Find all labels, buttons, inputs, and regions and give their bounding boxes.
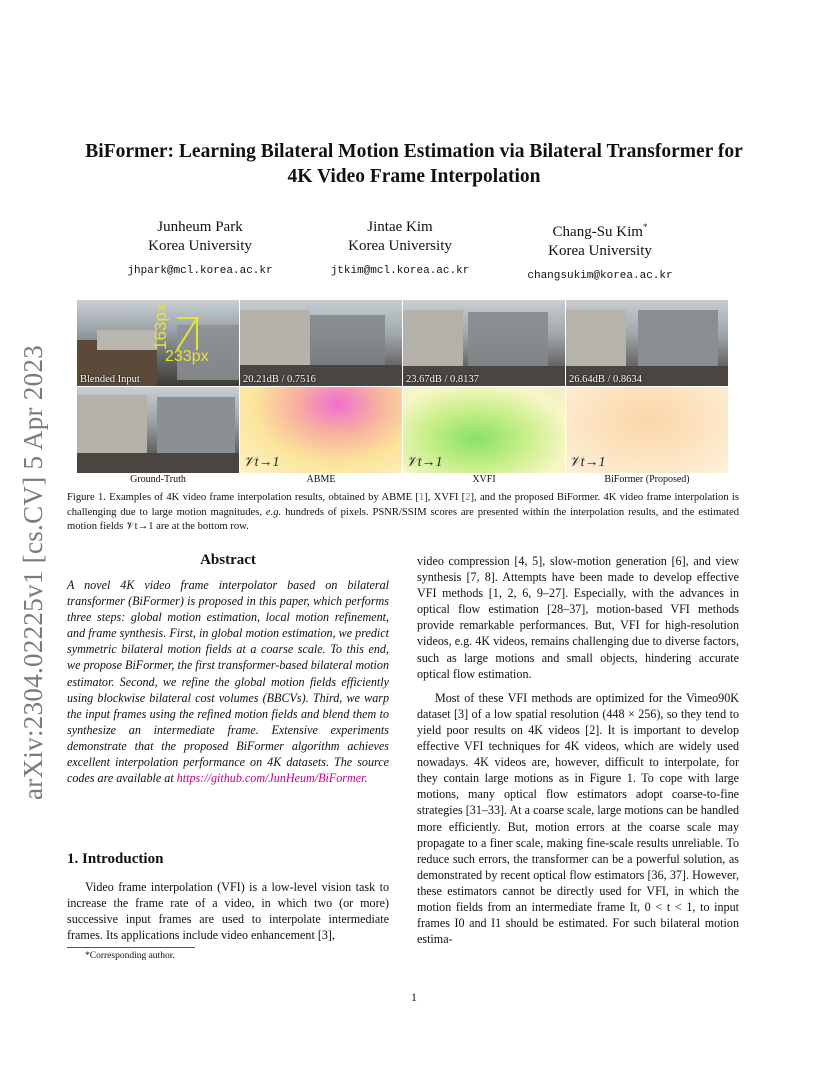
author-2 — [320, 218, 480, 281]
author-name: Junheum Park — [157, 219, 243, 235]
figure-caption: Figure 1. Examples of 4K video frame interpolation results, obtained by ABME [1], XVFI [2], and the proposed BiFormer. 4K video frame interpolation is challenging due to large motion magnitudes, e.g. hundreds of pixels. PSNR/SSIM scores are presented within the interpolation results, and the estimated motion fields 𝒱t→1 are at the bottom row. — [67, 492, 739, 533]
author-email[interactable]: changsukim@korea.ac.kr — [527, 270, 673, 282]
xvfi-result-image — [403, 300, 565, 386]
flow-symbol: 𝒱t→1 — [406, 455, 443, 470]
flow-symbol: 𝒱t→1 — [243, 455, 280, 470]
xvfi-flow-image — [403, 387, 565, 473]
panel-label: 23.67dB / 0.8137 — [406, 374, 479, 385]
abstract-body: A novel 4K video frame interpolator based on bilateral transformer (BiFormer) is proposed in this paper, which performs three steps: global motion estimation, local motion refinement, and frame synthesis. First, in global motion estimation, we predict symmetric bilateral motion fields at a coarse scale. To this end, we propose BiFormer, the first transformer-based bilateral motion estimator. Second, we refine the global motion fields efficiently using blockwise bilateral cost volumes (BBCVs). Third, we warp the input frames using the refined motion fields and blend them to synthesize an intermediate frame. Extensive experiments demonstrate that the proposed BiFormer algorithm achieves excellent interpolation performance on 4K datasets. The source codes are available at https://github.com/JunHeum/BiFormer. — [67, 578, 389, 786]
author-name: Chang-Su Kim* — [552, 222, 648, 240]
abstract-heading: Abstract — [200, 552, 256, 568]
title-line-2: 4K Video Frame Interpolation — [287, 166, 541, 187]
introduction-body: Video frame interpolation (VFI) is a low-level vision task to increase the frame rate of a video, in which two (or more) successive input frames are used to interpolate intermediate frames. Its applications include video enhancement [3], — [67, 880, 389, 943]
blended-input-image — [77, 300, 239, 386]
overlay-horizontal-label: 233px — [165, 348, 209, 365]
author-3 — [512, 218, 688, 286]
caption-abme: ABME — [306, 474, 336, 485]
arxiv-stamp: arXiv:2304.02225v1 [cs.CV] 5 Apr 2023 — [18, 344, 48, 800]
citation-link[interactable]: 1 — [418, 492, 425, 503]
author-name: Jintae Kim — [367, 219, 433, 235]
biformer-result-image — [566, 300, 728, 386]
panel-label: 26.64dB / 0.8634 — [569, 374, 642, 385]
panel-label: Blended Input — [80, 374, 140, 385]
ground-truth-image — [77, 387, 239, 473]
author-email[interactable]: jtkim@mcl.korea.ac.kr — [330, 265, 470, 277]
right-column — [417, 553, 739, 947]
footnote: *Corresponding author. — [85, 951, 175, 961]
footnote-rule — [67, 947, 195, 948]
author-affiliation: Korea University — [548, 243, 652, 259]
title-line-1: BiFormer: Learning Bilateral Motion Estimation via Bilateral Transformer for — [85, 141, 743, 162]
introduction-heading: 1. Introduction — [67, 851, 164, 867]
panel-label: 20.21dB / 0.7516 — [243, 374, 316, 385]
paper-title — [40, 139, 788, 189]
abme-result-image — [240, 300, 402, 386]
abme-flow-image — [240, 387, 402, 473]
caption-xvfi: XVFI — [472, 474, 496, 485]
right-paragraph-1: video compression [4, 5], slow-motion generation [6], and view synthesis [7, 8]. Attempts have been made to develop effective VFI methods [1, 2, 6, 9–27]. Especially, with the advances in optical flow estimation [28–37], motion-based VFI methods provide remarkable performances. But, VFI for high-resolution videos, e.g. 4K videos, remains challenging due to diverse factors, such as large motions and small objects, hindering accurate optical flow estimation. — [417, 554, 739, 681]
author-1 — [120, 218, 280, 281]
caption-biformer: BiFormer (Proposed) — [604, 474, 690, 485]
overlay-vertical-label: 163px — [151, 303, 170, 350]
page-number: 1 — [411, 990, 417, 1004]
caption-ground-truth: Ground-Truth — [130, 474, 186, 485]
biformer-flow-image — [566, 387, 728, 473]
flow-symbol: 𝒱t→1 — [569, 455, 606, 470]
citation-link[interactable]: 2 — [465, 492, 471, 503]
author-affiliation: Korea University — [348, 238, 452, 254]
source-code-link[interactable]: https://github.com/JunHeum/BiFormer — [176, 771, 365, 786]
author-email[interactable]: jhpark@mcl.korea.ac.kr — [127, 265, 273, 277]
right-paragraph-2: Most of these VFI methods are optimized for the Vimeo90K dataset [3] of a low spatial resolution (448 × 256), so they tend to yield poor results on 4K videos [2]. It is important to develop effective VFI techniques for 4K videos, which are widely used nowadays. 4K videos are, however, difficult to interpolate, for they contain large motions as in Figure 1. To cope with large motions, many optical flow estimators adopt coarse-to-fine strategies [31–33]. At a coarse scale, large motions can be handled more efficiently. But, motion errors at the coarse scale may propagate to a finer scale, making fine-scale results unreliable. To reduce such errors, the transformer can be a powerful solution, as demonstrated by recent optical flow estimators [36, 37]. However, these estimators cannot be directly used for VFI, in which the motion fields from an intermediate frame It, 0 < t < 1, to input frames I0 and I1 should be estimated. For such bilateral motion estima- — [417, 690, 739, 947]
corresponding-mark: * — [642, 222, 648, 232]
author-affiliation: Korea University — [148, 238, 252, 254]
